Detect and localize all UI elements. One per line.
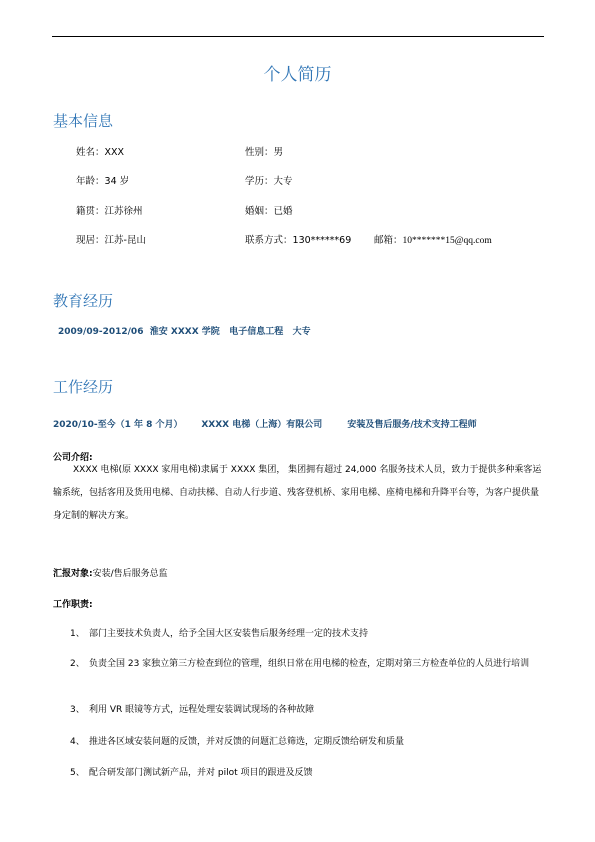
work-entry: 2020/10-至今（1 年 8 个月） XXXX 电梯（上海）有限公司 安装及售后服务/技术支持工程师 (53, 420, 477, 430)
list-item: 3、 利用 VR 眼镜等方式，远程处理安装调试现场的各种故障 (70, 705, 315, 715)
field-email: 邮箱：10*******15@qq.com (374, 235, 492, 246)
report-to: 汇报对象:安装/售后服务总监 (53, 569, 168, 579)
list-item: 5、 配合研发部门测试新产品，并对 pilot 项目的跟进及反馈 (70, 768, 313, 778)
list-item: 2、 负责全国 23 家独立第三方检查到位的管理，组织日常在用电梯的检查，定期对第三方检查单位的人员进行培训 (70, 659, 530, 669)
page-title: 个人简历 (263, 65, 332, 85)
field-phone: 联系方式：130******69 (245, 235, 352, 246)
field-name: 姓名：XXX (76, 147, 125, 158)
field-age: 年龄：34 岁 (76, 176, 130, 187)
field-marital: 婚姻：已婚 (245, 206, 293, 217)
field-hometown: 籍贯：江苏徐州 (76, 206, 143, 217)
field-education: 学历：大专 (245, 176, 293, 187)
section-heading-work: 工作经历 (53, 378, 114, 396)
section-heading-basic: 基本信息 (53, 112, 114, 130)
list-item: 1、 部门主要技术负责人，给予全国大区安装售后服务经理一定的技术支持 (70, 629, 369, 639)
field-gender: 性别：男 (245, 147, 284, 158)
education-entry: 2009/09-2012/06 淮安 XXXX 学院 电子信息工程 大专 (58, 327, 311, 337)
field-residence: 现居：江苏-昆山 (76, 235, 146, 246)
list-item: 4、 推进各区域安装问题的反馈，并对反馈的问题汇总筛选，定期反馈给研发和质量 (70, 737, 405, 747)
duties-label: 工作职责: (53, 600, 93, 610)
section-heading-education: 教育经历 (53, 292, 114, 310)
header-rule (52, 36, 544, 37)
company-intro-label: 公司介绍: (53, 453, 93, 463)
company-intro-text: XXXX 电梯(原 XXXX 家用电梯)隶属于 XXXX 集团， 集团拥有超过 24,000 名服务技术人员，致力于提供多种乘客运输系统，包括客用及货用电梯、自动扶梯、自动人行步道、残客登机桥、家用电梯、座椅电梯和升降平台等，为客户提供量身定制的解决方案。 (53, 465, 542, 521)
